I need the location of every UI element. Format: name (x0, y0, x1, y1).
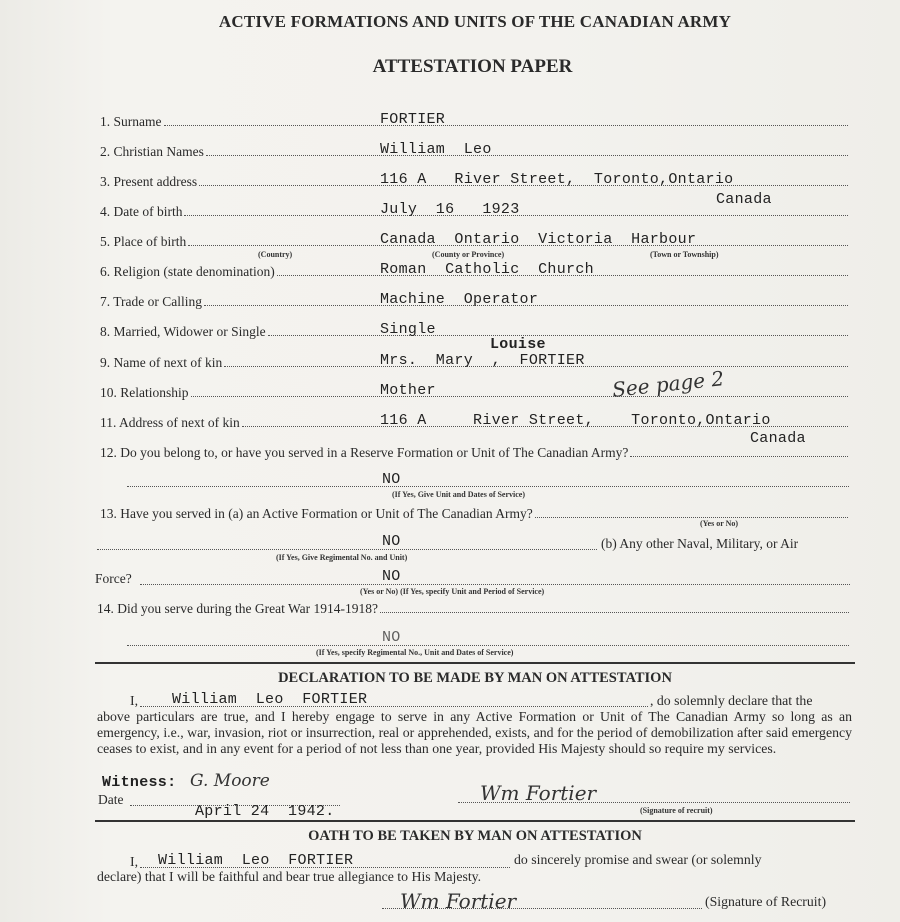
field-label: 4. Date of birth (100, 204, 183, 219)
oath-recruit-signature: Wm Fortier (400, 889, 517, 913)
declaration-text-end: , do solemnly declare that the (650, 693, 813, 708)
declaration-heading: DECLARATION TO BE MADE BY MAN ON ATTESTATION (278, 670, 672, 686)
caption-town: (Town or Township) (650, 250, 719, 259)
relationship-value: Mother (380, 382, 436, 399)
field-label: 11. Address of next of kin (100, 415, 240, 430)
oath-line-2: declare) that I will be faithful and bear true allegiance to His Majesty. (97, 869, 482, 884)
q13-yes-no-caption: (Yes or No) (700, 519, 739, 528)
field-label: 8. Married, Widower or Single (100, 324, 266, 339)
field-surname (100, 114, 848, 130)
q12-answer: NO (382, 471, 401, 488)
field-label: 3. Present address (100, 174, 198, 189)
witness-label: Witness: (102, 774, 177, 791)
oath-prefix: I, (130, 854, 139, 869)
address-country-value: Canada (716, 191, 772, 208)
marital-status-value: Single (380, 321, 436, 338)
q12-caption: (If Yes, Give Unit and Dates of Service) (392, 490, 526, 499)
q13b-caption: (Yes or No) (If Yes, specify Unit and Period of Service) (360, 587, 545, 596)
caption-county: (County or Province) (432, 250, 505, 259)
witness-signature: G. Moore (190, 771, 270, 791)
kin-address-value: 116 A River Street, Toronto,Ontario (380, 412, 771, 429)
oath-signature-caption: (Signature of Recruit) (705, 894, 827, 909)
next-of-kin-value: Mrs. Mary , FORTIER (380, 352, 585, 369)
q13-answer: NO (382, 533, 401, 550)
answer-line (97, 549, 597, 550)
field-relationship (100, 385, 848, 401)
place-of-birth-value: Canada Ontario Victoria Harbour (380, 231, 697, 248)
signature-caption: (Signature of recruit) (640, 806, 713, 815)
q13b-answer: NO (382, 568, 401, 585)
next-of-kin-insert: Louise (490, 336, 546, 353)
divider (95, 662, 855, 664)
q13-part-b: (b) Any other Naval, Military, or Air (601, 536, 799, 551)
field-label: 7. Trade or Calling (100, 294, 203, 309)
question-text: 14. Did you serve during the Great War 1914-1918? (97, 601, 378, 616)
oath-heading: OATH TO BE TAKEN BY MAN ON ATTESTATION (308, 828, 642, 844)
address-value: 116 A River Street, Toronto,Ontario (380, 171, 734, 188)
declaration-prefix: I, (130, 693, 139, 708)
oath-name: William Leo FORTIER (158, 852, 354, 869)
caption-country: (Country) (258, 250, 293, 259)
field-label: 2. Christian Names (100, 144, 204, 159)
oath-text-end: do sincerely promise and swear (or solemnly (514, 852, 762, 867)
field-label: 1. Surname (100, 114, 162, 129)
question-text: 13. Have you served in (a) an Active Formation or Unit of The Canadian Army? (100, 506, 533, 521)
q13-caption: (If Yes, Give Regimental No. and Unit) (276, 553, 408, 562)
answer-line (127, 486, 849, 487)
force-label: Force? (95, 571, 132, 586)
date-label: Date (98, 792, 124, 807)
recruit-signature: Wm Fortier (480, 781, 597, 805)
field-label: 6. Religion (state denomination) (100, 264, 275, 279)
answer-line (127, 645, 849, 646)
q14-answer: NO (382, 629, 401, 646)
field-marital-status (100, 324, 848, 340)
trade-value: Machine Operator (380, 291, 539, 308)
form-subtitle: ATTESTATION PAPER (372, 56, 573, 77)
religion-value: Roman Catholic Church (380, 261, 594, 278)
field-label: 9. Name of next of kin (100, 355, 223, 370)
divider (95, 820, 855, 822)
field-label: 5. Place of birth (100, 234, 187, 249)
question-12 (100, 445, 848, 461)
kin-address-country-value: Canada (750, 430, 806, 447)
declaration-body: above particulars are true, and I hereby engage to serve in any Active Formation or Unit of The Canadian Army so long as an emergency, i.e., war, invasion, riot or insurrection, real or apprehended, exists, and for the period of demobilization after said emergency ceases to exist, and in any event for a period of not less than one year, provided His Majesty should so require my services. (97, 709, 852, 756)
field-label: 10. Relationship (100, 385, 189, 400)
question-14 (97, 601, 849, 617)
surname-value: FORTIER (380, 111, 446, 128)
form-title: ACTIVE FORMATIONS AND UNITS OF THE CANADIAN ARMY (218, 12, 732, 31)
question-text: 12. Do you belong to, or have you served in a Reserve Formation or Unit of The Canadian Army? (100, 445, 629, 460)
handwritten-note: See page 2 (611, 366, 726, 402)
date-of-birth-value: July 16 1923 (380, 201, 520, 218)
declaration-name: William Leo FORTIER (172, 691, 368, 708)
declaration-date: April 24 1942. (195, 803, 335, 820)
q14-caption: (If Yes, specify Regimental No., Unit and Dates of Service) (316, 648, 514, 657)
answer-line (140, 584, 850, 585)
christian-names-value: William Leo (380, 141, 492, 158)
